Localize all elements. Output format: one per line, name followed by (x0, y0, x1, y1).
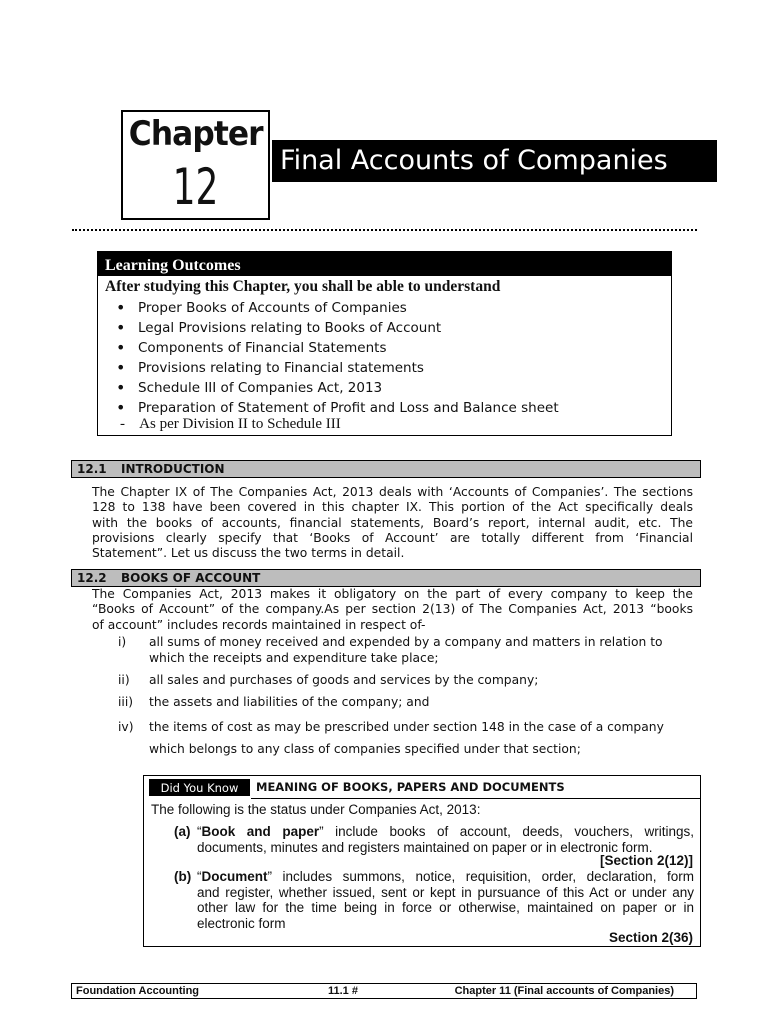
paragraph-line: provisions clearly specify that ‘Books of Account’ are totally different from ‘Financial (92, 530, 693, 545)
learning-outcome-item: • Components of Financial Statements (116, 338, 559, 358)
learning-outcomes-box (97, 251, 672, 436)
definition-line: and register, whether issued, sent or kept in pursuance of this Act or under any (197, 884, 694, 900)
did-you-know-rule (251, 798, 700, 799)
learning-outcome-subitem: - As per Division II to Schedule III (120, 416, 341, 432)
chapter-number: 12 (172, 158, 219, 216)
chapter-badge (121, 110, 270, 220)
paragraph-line: of account” includes records maintained in respect of- (92, 617, 426, 632)
definition-line: other law for the time being in force or otherwise, maintained on paper or in (197, 900, 694, 915)
learning-outcome-item: • Provisions relating to Financial statements (116, 358, 559, 378)
section-heading-introduction (71, 460, 701, 478)
learning-outcome-item: • Schedule III of Companies Act, 2013 (116, 378, 559, 398)
paragraph-line: “Books of Account” of the company.As per section 2(13) of The Companies Act, 2013 “books (92, 602, 693, 617)
section-reference: Section 2(36) (608, 930, 693, 945)
paragraph-line: 128 to 138 have been covered in this chapter IX. This portion of the Act specifically deals (92, 500, 693, 515)
definition-text: ” includes summons, notice, requisition, order, declaration, form (267, 869, 694, 884)
section-heading-books-of-account (71, 569, 701, 587)
list-line: the items of cost as may be prescribed under section 148 in the case of a company (149, 720, 664, 734)
paragraph-line: with the books of accounts, financial statements, Board’s report, internal audit, etc. The (92, 515, 693, 530)
chapter-title: Final Accounts of Companies (272, 140, 717, 182)
list-marker: i) (118, 635, 127, 649)
did-you-know-intro: The following is the status under Companies Act, 2013: (151, 802, 481, 817)
definition-marker: (b) (174, 869, 192, 884)
list-line: which the receipts and expenditure take place; (149, 651, 439, 665)
list-marker: ii) (118, 673, 130, 687)
learning-outcome-item: • Proper Books of Accounts of Companies (116, 298, 559, 318)
definition-line (197, 824, 694, 840)
section-number: 12.2 (77, 571, 107, 585)
list-marker: iii) (118, 695, 134, 709)
paragraph-line: Statement”. Let us discuss the two terms in detail. (92, 546, 405, 561)
dotted-divider (72, 229, 697, 231)
definition-line (197, 869, 694, 885)
books-of-account-paragraph (92, 587, 693, 633)
list-line: the assets and liabilities of the company; and (149, 695, 430, 709)
definition-open-quote: “ (197, 869, 202, 884)
definition-text: ” include books of account, deeds, vouchers, writings, (319, 824, 695, 839)
footer-chapter-title: Chapter 11 (Final accounts of Companies) (454, 985, 674, 997)
paragraph-line: The Companies Act, 2013 makes it obligatory on the part of every company to keep the (92, 587, 693, 601)
learning-outcomes-heading: Learning Outcomes (98, 252, 671, 276)
definition-line: documents, minutes and registers maintained on paper or in electronic form. (197, 839, 653, 855)
list-line: which belongs to any class of companies specified under that section; (149, 742, 581, 756)
section-number: 12.1 (77, 462, 107, 476)
did-you-know-tag: Did You Know (149, 779, 250, 796)
section-reference: [Section 2(12)] (599, 853, 693, 868)
definition-term: Document (201, 869, 268, 884)
learning-outcome-item: • Legal Provisions relating to Books of Account (116, 318, 559, 338)
footer-page-number: 11.1 # (328, 985, 358, 997)
section-title: BOOKS OF ACCOUNT (121, 571, 261, 585)
footer-book-title: Foundation Accounting (76, 985, 200, 997)
page-footer (71, 983, 697, 999)
did-you-know-title: MEANING OF BOOKS, PAPERS AND DOCUMENTS (256, 780, 565, 794)
introduction-paragraph (92, 485, 693, 561)
definition-term: Book and paper (201, 824, 320, 839)
definition-marker: (a) (174, 824, 191, 839)
learning-outcomes-list (116, 298, 559, 418)
learning-outcomes-intro: After studying this Chapter, you shall be able to understand (105, 278, 501, 295)
paragraph-line: The Chapter IX of The Companies Act, 2013 deals with ‘Accounts of Companies’. The sections (92, 485, 693, 499)
did-you-know-box (143, 775, 701, 947)
list-line: all sums of money received and expended by a company and matters in relation to (149, 635, 663, 649)
list-marker: iv) (118, 720, 134, 734)
definition-line: electronic form (197, 915, 286, 931)
list-line: all sales and purchases of goods and services by the company; (149, 673, 539, 687)
learning-outcome-item: • Preparation of Statement of Profit and Loss and Balance sheet (116, 398, 559, 418)
definition-open-quote: “ (197, 824, 202, 839)
chapter-label: Chapter (128, 114, 263, 154)
section-title: INTRODUCTION (121, 462, 225, 476)
